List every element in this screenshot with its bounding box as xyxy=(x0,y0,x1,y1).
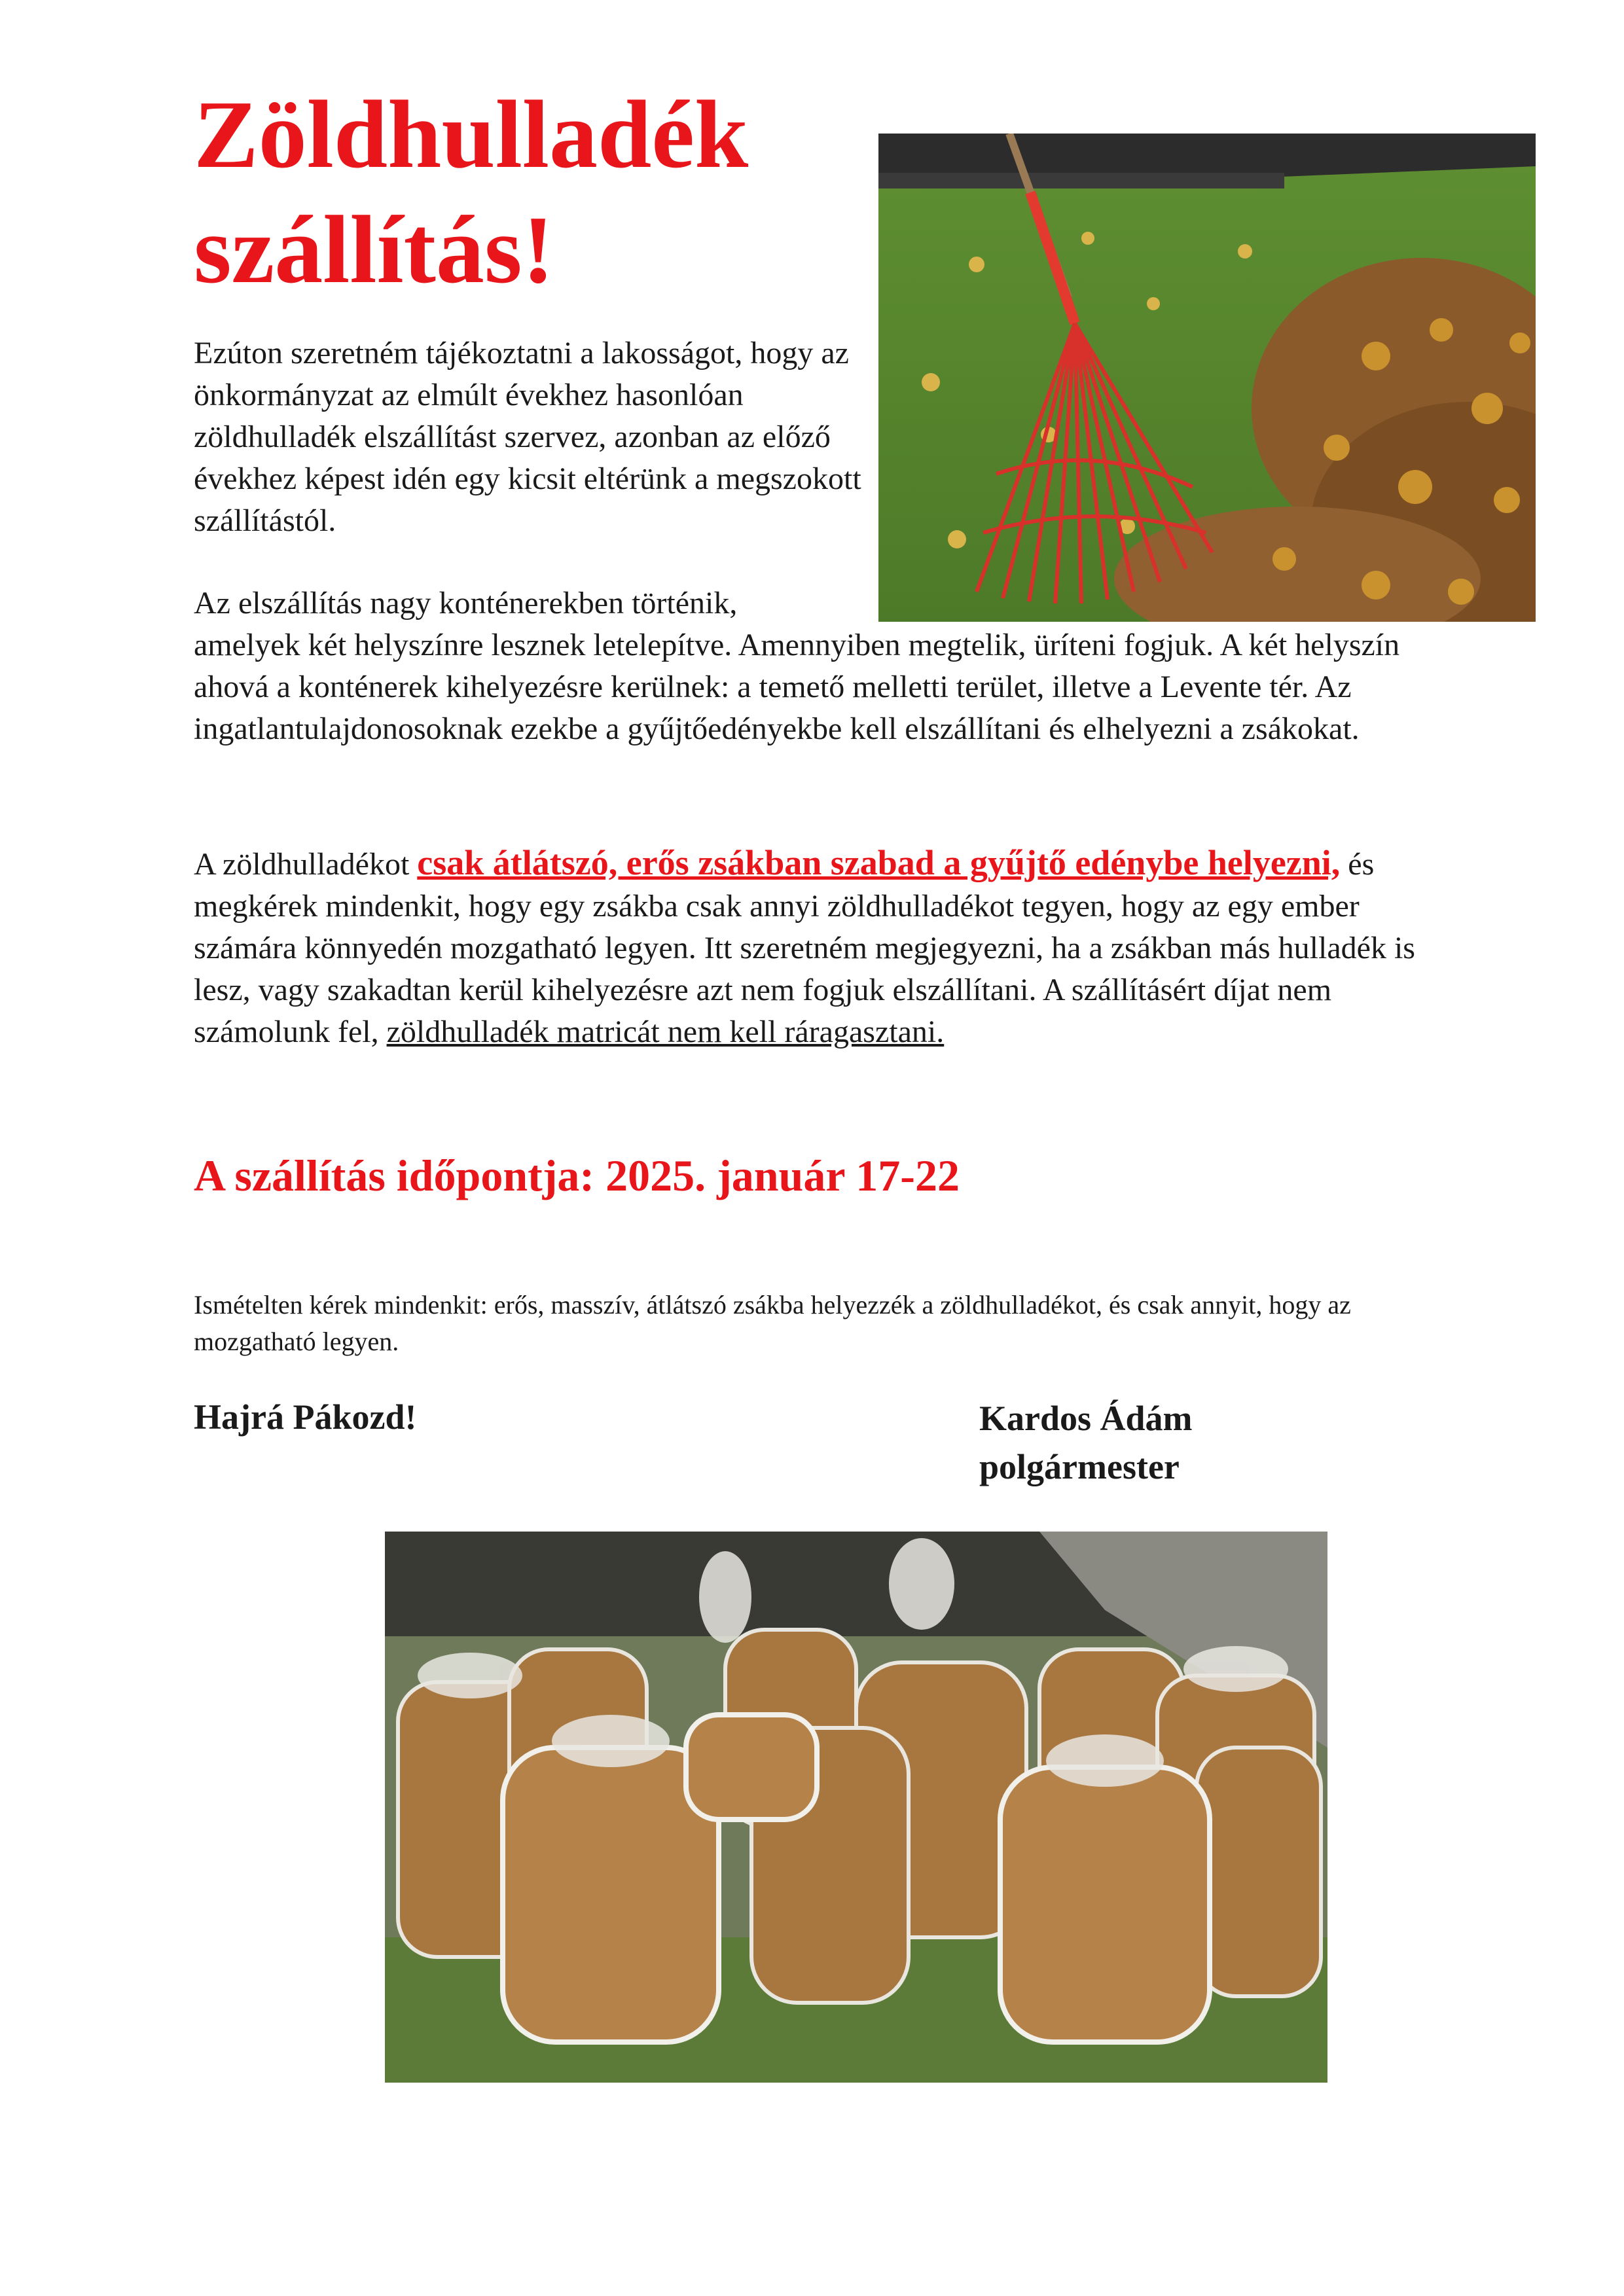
bag-rules-paragraph xyxy=(194,842,1437,1053)
sticker-note: zöldhulladék matricát nem kell ráragasztani. xyxy=(386,1014,945,1049)
bag-rules-intro: A zöldhulladékot xyxy=(194,847,418,882)
signature-block xyxy=(979,1394,1193,1491)
container-paragraph-text: Az elszállítás nagy konténerekben történik, amelyek két helyszínre lesznek letelepítve. Amennyiben megtelik, üríteni fogjuk. A két helyszín ahová a konténerek kihelyezésre kerülnek: a temető melletti terület, illetve a Levente tér. Az ingatlantulajdonosoknak ezekbe a gyűjtőedényekbe kell elszállítani és elhelyezni a zsákokat. xyxy=(194,586,1400,746)
bag-rules-middle: és megkérek mindenkit, hogy egy zsákba csak annyi zöldhulladékot tegyen, hogy az egy ember számára könnyedén mozgatható legyen. Itt szeretném megjegyezni, ha a zsákban más hulladék is lesz, vagy szakadtan kerül kihelyezésre azt nem fogjuk elszállítani. A szállításért díjat nem számolunk fel, xyxy=(194,847,1415,1049)
reminder-text: Ismételten kérek mindenkit: erős, masszív, átlátszó zsákba helyezzék a zöldhulladékot, és csak annyit, hogy az mozgatható legyen. xyxy=(194,1290,1351,1356)
signature-role: polgármester xyxy=(979,1447,1180,1486)
title-line-2: szállítás! xyxy=(194,196,554,304)
intro-paragraph: Ezúton szeretném tájékoztatni a lakosságot, hogy az önkormányzat az elmúlt évekhez hasonlóan zöldhulladék elszállítást szervez, azonban az előző évekhez képest idén egy kicsit eltérünk a megszokott szállítástól. xyxy=(194,336,861,538)
page-title xyxy=(194,77,848,308)
rake-leaves-photo xyxy=(878,134,1536,622)
signature-name: Kardos Ádám xyxy=(979,1399,1193,1438)
delivery-date-heading: A szállítás időpontja: 2025. január 17-22 xyxy=(194,1151,960,1200)
bag-rules-highlight: csak átlátszó, erős zsákban szabad a gyűjtő edénybe helyezni, xyxy=(417,843,1341,882)
leaf-bags-photo xyxy=(385,1532,1327,2083)
slogan: Hajrá Pákozd! xyxy=(194,1397,417,1437)
container-paragraph xyxy=(194,583,1451,750)
title-line-1: Zöldhulladék xyxy=(194,81,749,188)
